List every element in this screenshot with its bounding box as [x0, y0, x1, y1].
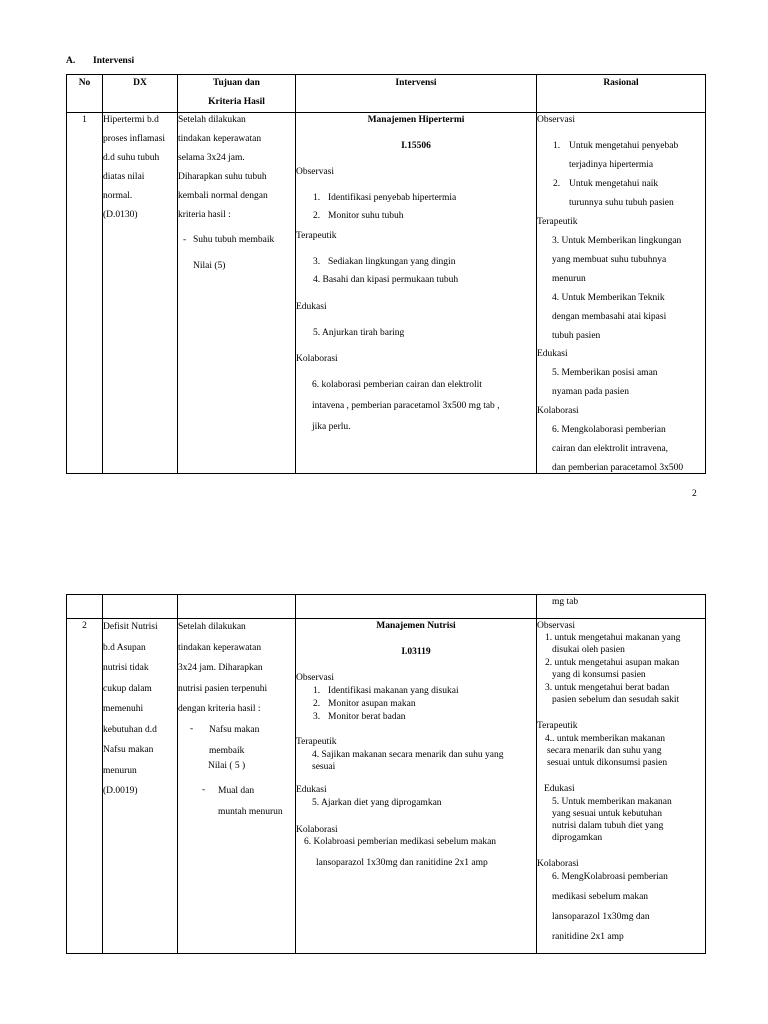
row1-tujuan: Setelah dilakukan tindakan keperawatan selama 3x24 jam. Diharapkan suhu tubuh kembali normal dengan kriteria hasil :: [178, 115, 268, 220]
row2-kolaborasi-label: Kolaborasi: [296, 825, 338, 835]
row2-ras-5: 5. Untuk memberikan makanan yang sesuai untuk kebutuhan nutrisi dalam tubuh diet yang diprogamkan: [552, 797, 672, 843]
row2-tujuan: Setelah dilakukan tindakan keperawatan 3x24 jam. Diharapkan nutrisi pasien terpenuhi dengan kriteria hasil :: [178, 622, 268, 714]
row2-obs-3-text: Monitor berat badan: [328, 712, 406, 722]
row1-obs-2-text: Monitor suhu tubuh: [328, 211, 404, 221]
row1-no: 1: [82, 115, 87, 125]
header-rasional: Rasional: [603, 78, 639, 88]
row2-no: 2: [82, 621, 87, 631]
row1-ras-6: 6. Mengkolaborasi pemberian cairan dan elektrolit intravena, dan pemberian paracetamol 3x500: [552, 425, 684, 473]
row2-obs-1-num: 1.: [313, 686, 321, 696]
row1-rasional-observasi: Observasi: [537, 115, 575, 125]
row2-k1: Nafsu makan membaik: [209, 725, 260, 756]
row1-obs-1-num: 1.: [313, 193, 321, 203]
header-tujuan-1: Tujuan dan: [213, 78, 260, 88]
row1-kol-6: 6. kolaborasi pemberian cairan dan elektrolit intavena , pemberian paracetamol 3x500 mg tab , jika perlu.: [312, 380, 500, 432]
row2-ras-3: 3. untuk mengetahui berat badan pasien sebelum dan sesudah sakit: [545, 683, 680, 705]
row1-ras-4: 4. Untuk Memberikan Teknik dengan membasahi atai kipasi tubuh pasien: [552, 293, 667, 341]
row2-dx: Defisit Nutrisi b.d Asupan nutrisi tidak cukup dalam memenuhi kebutuhan d.d Nafsu makan menurun (D.0019): [103, 622, 158, 796]
row2-obs-2-num: 2.: [313, 699, 321, 709]
row2-observasi-label: Observasi: [296, 673, 334, 683]
row1-kriteria-2: Nilai (5): [193, 261, 226, 271]
row2-ter-4: 4. Sajikan makanan secara menarik dan suhu yang sesuai: [312, 750, 504, 772]
row1-ter-3-num: 3.: [313, 257, 321, 267]
header-no: No: [78, 78, 91, 88]
row1-edu-5: 5. Anjurkan tirah baring: [313, 328, 405, 338]
row2-kol-6: 6. Kolabroasi pemberian medikasi sebelum makan lansoparazol 1x30mg dan ranitidine 2x1 amp: [304, 837, 497, 868]
row1-observasi-label: Observasi: [296, 167, 334, 177]
row1-ras-1-num: 1.: [553, 141, 561, 151]
row1-ras-2: Untuk mengetahui naik turunnya suhu tubuh pasien: [569, 179, 674, 208]
header-intervensi: Intervensi: [395, 78, 437, 88]
row2-terapeutik-label: Terapeutik: [296, 737, 337, 747]
section-letter: A.: [66, 56, 76, 66]
row2-k1-dash: -: [190, 724, 194, 734]
row2-k1-nilai: Nilai ( 5 ): [208, 761, 246, 771]
row2-edukasi-label: Edukasi: [296, 785, 327, 795]
row1-obs-2-num: 2.: [313, 211, 321, 221]
row1-kriteria-1: Suhu tubuh membaik: [193, 235, 275, 245]
row2-obs-2-text: Monitor asupan makan: [328, 699, 416, 709]
row1-intervensi-code: I.15506: [401, 141, 431, 151]
row2-k2: Mual dan muntah menurun: [218, 786, 283, 817]
row1-ras-3: 3. Untuk Memberikan lingkungan yang membuat suhu tubuhnya menurun: [552, 236, 682, 284]
row1-rasional-terapeutik: Terapeutik: [537, 217, 578, 227]
row2-rasional-edukasi: Edukasi: [544, 784, 575, 794]
row1-ter-4: 4. Basahi dan kipasi permukaan tubuh: [313, 275, 459, 285]
row1-terapeutik-label: Terapeutik: [296, 231, 337, 241]
row2-ras-2: 2. untuk mengetahui asupan makan yang di konsumsi pasien: [545, 658, 680, 680]
row2-intervensi-code: I.03119: [401, 647, 431, 657]
continuation-text: mg tab: [552, 597, 579, 607]
row2-rasional-observasi: Observasi: [537, 621, 575, 631]
row1-ras-1: Untuk mengetahui penyebab terjadinya hipertermia: [569, 141, 679, 170]
row2-k2-dash: -: [202, 785, 206, 795]
row2-ras-4: 4.. untuk memberikan makanan secara menarik dan suhu yang sesuai untuk dikonsumsi pasien: [545, 734, 668, 768]
row1-ter-3-text: Sediakan lingkungan yang dingin: [328, 257, 456, 267]
row1-kolaborasi-label: Kolaborasi: [296, 354, 338, 364]
row1-kriteria-dash: -: [183, 235, 187, 245]
row2-rasional-terapeutik: Terapeutik: [537, 721, 578, 731]
row1-edukasi-label: Edukasi: [296, 302, 327, 312]
row2-edu-5: 5. Ajarkan diet yang diprogamkan: [312, 798, 442, 808]
row1-intervensi-title: Manajemen Hipertermi: [367, 115, 465, 125]
header-dx: DX: [133, 78, 147, 88]
row2-ras-6: 6. MengKolabroasi pemberian medikasi sebelum makan lansoparazol 1x30mg dan ranitidine 2x1 amp: [552, 872, 668, 942]
row1-dx: Hipertermi b.d proses inflamasi d.d suhu tubuh diatas nilai normal. (D.0130): [103, 115, 166, 220]
row1-rasional-edukasi: Edukasi: [537, 349, 568, 359]
row2-obs-1-text: Identifikasi makanan yang disukai: [328, 686, 459, 696]
row1-ras-2-num: 2.: [553, 179, 561, 189]
row1-ras-5: 5. Memberikan posisi aman nyaman pada pasien: [552, 368, 658, 397]
header-tujuan-2: Kriteria Hasil: [208, 97, 265, 107]
row2-ras-1: 1. untuk mengetahui makanan yang disukai oleh pasien: [545, 633, 681, 655]
page-number: 2: [692, 489, 697, 499]
section-title: Intervensi: [93, 56, 135, 66]
row1-obs-1-text: Identifikasi penyebab hipertermia: [328, 193, 457, 203]
row2-obs-3-num: 3.: [313, 712, 321, 722]
row2-rasional-kolaborasi: Kolaborasi: [537, 859, 579, 869]
row1-rasional-kolaborasi: Kolaborasi: [537, 406, 579, 416]
row2-intervensi-title: Manajemen Nutrisi: [376, 621, 456, 631]
